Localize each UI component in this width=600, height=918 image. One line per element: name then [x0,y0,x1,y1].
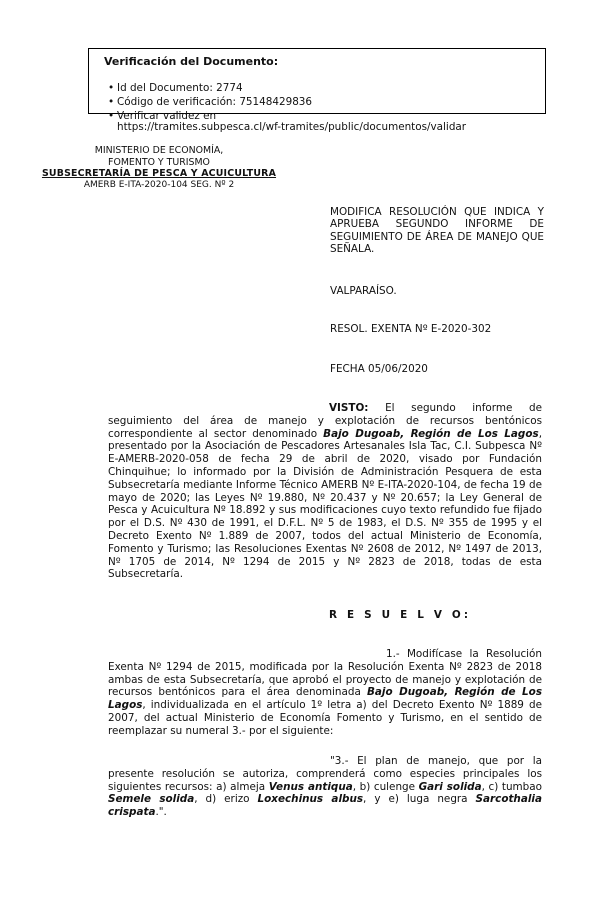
quote-text6: .". [155,806,167,819]
verification-id: Id del Documento: 2774 [117,82,243,94]
species-loxechinus-albus: Loxechinus albus [257,793,364,806]
quoted-numeral-3 [108,755,542,819]
species-gari-solida: Gari solida [418,780,482,793]
quote-text3: , c) tumbao [481,780,542,793]
bullet-icon: • [108,96,115,108]
species-venus-antiqua: Venus antiqua [268,780,353,793]
quote-text4: , d) erizo [194,793,258,806]
verification-code: Código de verificación: 75148429836 [117,96,313,108]
article-1-text2: , individualizada en el artículo 1º letra a) del Decreto Exento Nº 1889 de 2007, del actual Ministerio de Economía Fomento y Turismo, en el sentido de reemplazar su numeral 3.- por el siguiente: [108,699,542,737]
article-1-area-name: Bajo Dugoab, Región de Los Lagos [108,686,542,712]
visto-text2: , presentado por la Asociación de Pescadores Artesanales Isla Tac, C.I. Subpesca Nº E-AMERB-2020-058 de fecha 29 de abril de 2020, visado por Fundación Chinquihue; lo informado por la División de Administración Pesquera de esta Subsecretaría mediante Informe Técnico AMERB Nº E-ITA-2020-104, de fecha 19 de mayo de 2020; las Leyes Nº 19.880, Nº 20.437 y Nº 20.657; la Ley General de Pesca y Acuicultura Nº 18.892 y sus modificaciones cuyo texto refundido fue fijado por el D.S. Nº 430 de 1991, el D.F.L. Nº 5 de 1983, el D.S. Nº 355 de 1995 y el Decreto Exento Nº 1.889 de 2007, todos del actual Ministerio de Economía, Fomento y Turismo; las Resoluciones Exentas Nº 2608 de 2012, Nº 1497 de 2013, Nº 1705 de 2014, Nº 1294 de 2015 y Nº 2823 de 2018, todas de esta Subsecretaría. [108,427,542,581]
resolution-number: RESOL. EXENTA Nº E-2020-302 [330,323,492,335]
bullet-icon: • [108,110,115,122]
quote-text1: "3.- El plan de manejo, que por la presente resolución se autoriza, comprenderá como especies principales los siguientes recursos: a) almeja [108,755,542,793]
ministry-line2: FOMENTO Y TURISMO [108,156,210,168]
ministry-header [36,145,282,191]
resuelvo-heading: R E S U E L V O: [329,609,472,621]
document-title: MODIFICA RESOLUCIÓN QUE INDICA Y APRUEBA SEGUNDO INFORME DE SEGUIMIENTO DE ÁREA DE MANEJO QUE SEÑALA. [330,206,544,256]
place: VALPARAÍSO. [330,285,397,297]
visto-text1: El segundo informe de seguimiento del área de manejo y explotación de recursos bentónicos correspondiente al sector denominado [108,402,542,440]
document-reference: AMERB E-ITA-2020-104 SEG. Nº 2 [83,179,235,190]
verification-url[interactable]: https://tramites.subpesca.cl/wf-tramites/public/documentos/validar [117,121,467,133]
visto-sector-name: Bajo Dugoab, Región de Los Lagos [323,427,539,440]
species-semele-solida: Semele solida [108,793,195,806]
verification-list [108,81,312,123]
quote-text2: , b) culenge [352,780,419,793]
list-item [108,81,312,95]
visto-paragraph [108,402,542,581]
verification-validate: Verificar validez en [117,110,217,122]
species-sarcothalia-crispata: Sarcothalia crispata [108,793,542,819]
article-1 [108,648,542,738]
resolution-date: FECHA 05/06/2020 [330,363,428,375]
verification-title: Verificación del Documento: [104,55,279,68]
list-item [108,95,312,109]
ministry-line1: MINISTERIO DE ECONOMÍA, [94,145,224,156]
bullet-icon: • [108,82,115,94]
quote-text5: , y e) luga negra [363,793,476,806]
subsecretaria-name: SUBSECRETARÍA DE PESCA Y ACUICULTURA [41,168,277,179]
article-1-text1: 1.- Modifícase la Resolución Exenta Nº 1294 de 2015, modificada por la Resolución Exenta Nº 2823 de 2018 ambas de esta Subsecretaría, que aprobó el proyecto de manejo y explotación de recursos bentónicos para el área denominada [108,648,542,699]
visto-label: VISTO: [329,402,369,414]
